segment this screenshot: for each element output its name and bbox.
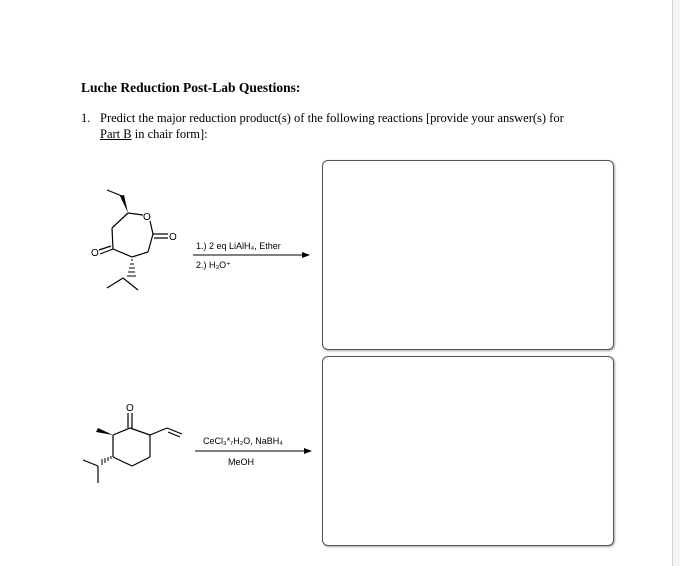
atom-o-lactone: O <box>169 232 177 243</box>
ring-b-bond-4 <box>113 457 132 466</box>
isopropyl-b-bond-1 <box>83 460 98 466</box>
wedge-bond-methyl <box>96 428 113 435</box>
vinyl-bond-1 <box>150 428 167 435</box>
part-b-link-text: Part B <box>100 127 132 141</box>
page-title: Luche Reduction Post-Lab Questions: <box>81 80 301 95</box>
ring-bond-c4-c5 <box>132 252 148 257</box>
hashed-bond-isopropyl <box>127 260 136 276</box>
atom-o-ketone-a: O <box>91 248 99 259</box>
isopropyl-bond-2 <box>123 278 138 290</box>
wedge-bond-ethyl <box>120 195 128 213</box>
reaction-a-reagent-1: 1.) 2 eq LiAlH₄, Ether <box>196 241 281 251</box>
ethyl-bond-1 <box>107 190 122 196</box>
ring-bond-c1-o <box>128 213 143 215</box>
ketone-bond <box>100 249 113 254</box>
reaction-a-reagent-2: 2.) H₃O⁺ <box>196 260 231 270</box>
atom-o-ketone-b: O <box>126 403 134 414</box>
question-text-line1: Predict the major reduction product(s) of the following reactions [provide your answer(s) for <box>100 111 564 125</box>
ring-b-bond-6 <box>113 428 130 435</box>
ketone-bond-2 <box>99 246 111 250</box>
molecule-b <box>83 413 182 483</box>
ring-bond-c5-c6 <box>113 249 132 257</box>
question-text-line2-rest: in chair form]: <box>131 127 208 141</box>
reaction-b-reagent-1: CeCl₃*₇H₂O, NaBH₄ <box>203 436 283 446</box>
ring-b-bond-1 <box>130 428 150 435</box>
ring-bond-c7-c1 <box>112 213 128 228</box>
question-number: 1. <box>81 111 91 125</box>
reaction-b-reagent-2: MeOH <box>228 457 255 467</box>
hashed-bond-isopropyl-b <box>102 456 111 465</box>
molecule-a <box>99 190 168 290</box>
ring-b-bond-3 <box>132 457 150 466</box>
ring-bond-c6-c7 <box>112 228 113 249</box>
atom-o-ring: O <box>143 212 151 223</box>
ring-bond-c3-c4 <box>148 234 153 252</box>
window-margin <box>673 0 680 566</box>
isopropyl-bond-1 <box>107 278 123 288</box>
